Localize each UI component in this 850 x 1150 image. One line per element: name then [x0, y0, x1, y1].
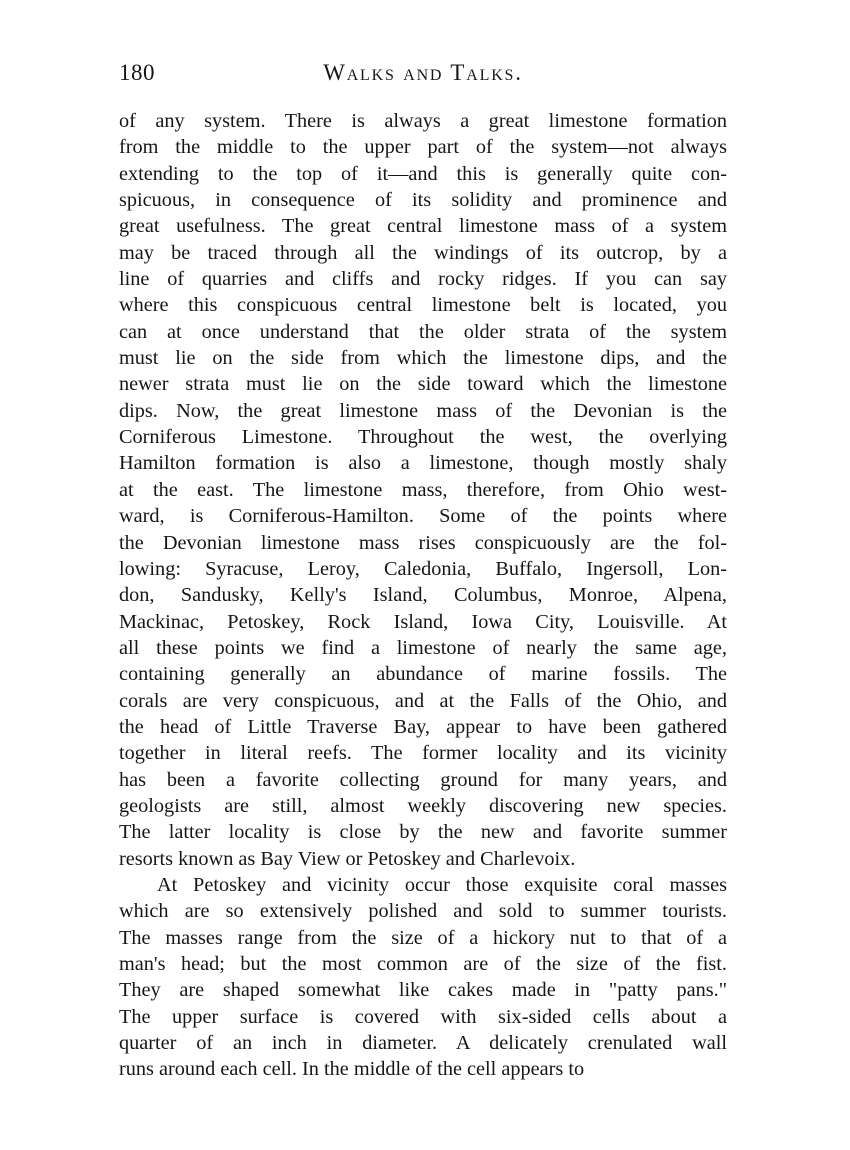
- text-line: don, Sandusky, Kelly's Island, Columbus, Monroe, Alpena,: [119, 584, 727, 607]
- text-line: resorts known as Bay View or Petoskey and Charlevoix.: [119, 847, 576, 870]
- text-line: lowing: Syracuse, Leroy, Caledonia, Buffalo, Ingersoll, Lon-: [119, 557, 727, 580]
- paragraph: [119, 108, 727, 872]
- text-line: man's head; but the most common are of the size of the fist.: [119, 953, 727, 975]
- text-line: dips. Now, the great limestone mass of the Devonian is the: [119, 399, 727, 422]
- text-line: can at once understand that the older strata of the system: [119, 320, 727, 343]
- text-line: may be traced through all the windings of its outcrop, by a: [119, 241, 727, 264]
- text-line: Mackinac, Petoskey, Rock Island, Iowa City, Louisville. At: [119, 610, 727, 633]
- text-line: the head of Little Traverse Bay, appear to have been gathered: [119, 715, 727, 738]
- body-text: [119, 108, 727, 1083]
- text-line: extending to the top of it—and this is generally quite con-: [119, 162, 727, 185]
- text-line: At Petoskey and vicinity occur those exquisite coral masses: [157, 873, 727, 896]
- text-line: great usefulness. The great central limestone mass of a system: [119, 215, 727, 238]
- text-line: The latter locality is close by the new and favorite summer: [119, 821, 727, 844]
- text-line: They are shaped somewhat like cakes made in "patty pans.": [119, 979, 727, 1002]
- text-line: runs around each cell. In the middle of the cell appears to: [119, 1058, 585, 1081]
- text-line: has been a favorite collecting ground for many years, and: [119, 768, 727, 791]
- text-line: of any system. There is always a great limestone formation: [119, 110, 727, 132]
- text-line: which are so extensively polished and sold to summer tourists.: [119, 900, 727, 923]
- text-line: newer strata must lie on the side toward which the limestone: [119, 373, 727, 396]
- running-title: Walks and Talks.: [323, 60, 523, 85]
- text-line: from the middle to the upper part of the system—not always: [119, 136, 727, 159]
- text-line: corals are very conspicuous, and at the Falls of the Ohio, and: [119, 689, 727, 712]
- text-line: the Devonian limestone mass rises conspicuously are the fol-: [119, 531, 727, 554]
- paragraph: [119, 872, 727, 1083]
- text-line: containing generally an abundance of marine fossils. The: [119, 663, 727, 686]
- text-line: Hamilton formation is also a limestone, though mostly shaly: [119, 452, 727, 475]
- text-line: spicuous, in consequence of its solidity and prominence and: [119, 189, 727, 212]
- text-line: must lie on the side from which the limestone dips, and the: [119, 347, 727, 370]
- text-line: geologists are still, almost weekly discovering new species.: [119, 794, 727, 817]
- text-line: together in literal reefs. The former locality and its vicinity: [119, 742, 727, 765]
- text-line: Corniferous Limestone. Throughout the west, the overlying: [119, 426, 727, 449]
- text-line: quarter of an inch in diameter. A delicately crenulated wall: [119, 1032, 727, 1055]
- text-line: where this conspicuous central limestone belt is located, you: [119, 294, 727, 317]
- text-line: The masses range from the size of a hickory nut to that of a: [119, 926, 727, 949]
- text-line: at the east. The limestone mass, therefore, from Ohio west-: [119, 478, 727, 501]
- text-line: The upper surface is covered with six-sided cells about a: [119, 1005, 727, 1028]
- text-line: ward, is Corniferous-Hamilton. Some of the points where: [119, 505, 727, 528]
- text-line: line of quarries and cliffs and rocky ridges. If you can say: [119, 268, 727, 291]
- page-number: 180: [119, 60, 155, 85]
- running-head: [119, 58, 727, 92]
- text-line: all these points we find a limestone of nearly the same age,: [119, 636, 727, 659]
